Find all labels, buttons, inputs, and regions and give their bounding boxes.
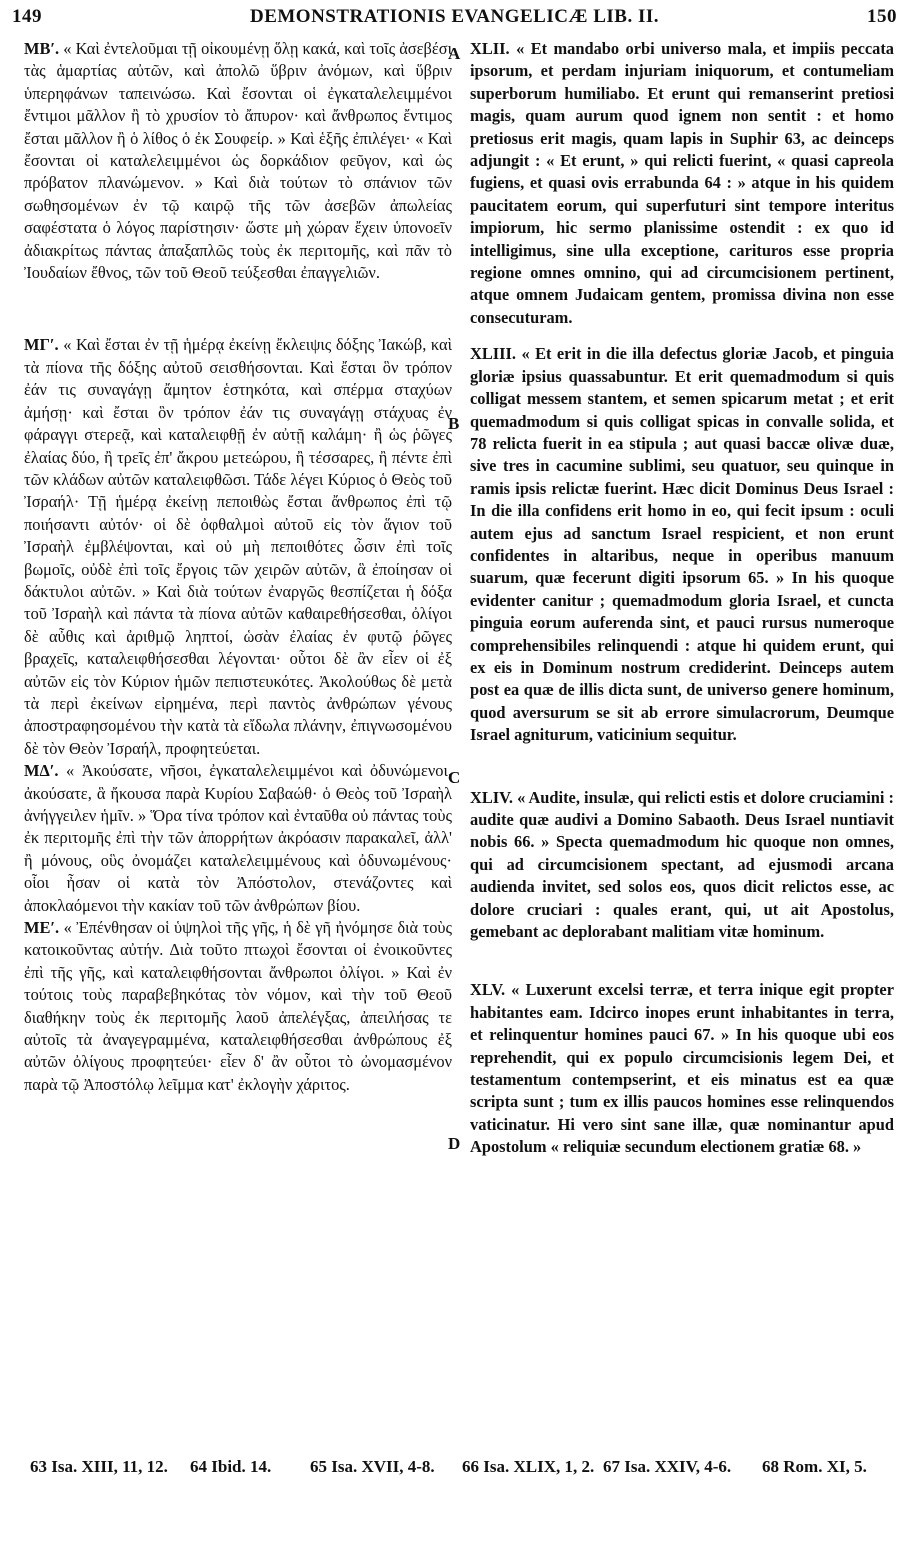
greek-section-44 [24, 760, 452, 917]
section-text: « Ἐπένθησαν οἱ ὑψηλοὶ τῆς γῆς, ἡ δὲ γῆ ἠνόμησε διὰ τοὺς κατοικοῦντας αὐτήν. Διὰ τοῦτο πτωχοὶ ἔσονται οἱ ἐνοικοῦντες ἐπὶ τῆς γῆς, καὶ καταλειφθήσονται ἄνθρωποι ὀλίγοι. » Καὶ ἐν τούτοις τοὺς παραβεβηκότας τὸν νόμον, καὶ τὴν τοῦ Θεοῦ διαθήκην τοὺς ἐκ περιτομῆς λαοῦ ἀπελέγξας, ἀπειλήσας τε αὐτοῖς τὰ ἀναγεγραμμένα, καταλειφθήσεσθαι ἀνθρώπους ἐξ αὐτῶν ὀλίγους προφητεύει· εἶεν δ' ἂν οὗτοι τὸ ὠνομασμένον παρὰ τῷ Ἀποστόλῳ λεῖμμα κατ' ἐκλογὴν χάριτος. [24, 918, 452, 1094]
section-number: XLV. [470, 980, 506, 1000]
section-number: XLII. [470, 39, 510, 58]
section-text: « Et mandabo orbi universo mala, et impiis peccata ipsorum, et perdam injuriam iniquorum, et contumeliam superborum humiliabo. Et erunt qui remanserint pretiosi magis, quam aurum quod ignem non sentit : et homo pretiosus erit magis, quam lapis in Suphir 63, ac deinceps adjungit : « Et erunt, » qui relicti fuerint, « quasi capreola fugiens, et quasi ovis errabunda 64 : » atque in his quidem paucitatem eorum, qui superfuturi sint tempore interitus impiorum, hic sermo planissime ostendit : ex quo id intelligimus, sine ulla exceptione, carituros esse propria regione omnes omnino, qui ad circumcisionem pertinent, atque omnem Judaicam gentem, promissa divina non esse consecuturam. [470, 39, 894, 327]
latin-section-44 [470, 787, 894, 944]
section-text: « Καὶ ἐντελοῦμαι τῇ οἰκουμένῃ ὅλῃ κακά, καὶ τοῖς ἀσεβέσι τὰς ἁμαρτίας αὐτῶν, καὶ ἀπολῶ ὕβριν ἀνόμων, καὶ ὕβριν ὑπερηφάνων ταπεινώσω. Καὶ ἔσονται οἱ ἐγκαταλελειμμένοι ἔντιμοι μᾶλλον ἢ τὸ χρυσίον τὸ ἄπυρον· καὶ ἄνθρωπος ἔντιμος ἔσται μᾶλλον ἢ ὁ λίθος ὁ ἐκ Σουφείρ. » Καὶ ἑξῆς ἐπιλέγει· « Καὶ ἔσονται οἱ καταλελειμμένοι ὡς δορκάδιον φεῦγον, καὶ ὡς πρόβατον πλανώμενον. » Καὶ διὰ τούτων τὸ σπάνιον τῶν σωθησομένων ἐν τῷ καιρῷ τῆς τῶν ἀσεβῶν ἀπωλείας σαφέστατα ὁ λόγος παρίστησιν· ὥστε μὴ χώραν ἔχειν ὑπονοεῖν ἀδιακρίτως πάντας ἀπαξαπλῶς τοὺς ἐκ περιτομῆς, καὶ πᾶν τὸ Ἰουδαίων ἔθνος, τῶν τοῦ Θεοῦ τεύξεσθαι ἐπαγγελιῶν. [24, 39, 452, 283]
latin-section-45 [470, 979, 894, 1158]
section-number: ΜΕʹ. [24, 918, 60, 938]
section-number: ΜΒʹ. [24, 39, 60, 58]
section-number: XLIII. [470, 344, 517, 364]
latin-section-43 [470, 343, 894, 746]
greek-section-45 [24, 917, 452, 1096]
section-number: XLIV. [470, 787, 513, 807]
section-text: « Luxerunt excelsi terræ, et terra inique egit propter habitantes eam. Idcirco inopes erunt inhabitantes in terra, et relinquentur homines pauci 67. » In his quoque ubi eos reprehendit, qui ex populo circumcisionis legem Dei, et testamentum contempserint, et eis minatus est ea quæ scripta sunt ; tum ex illis paucos homines esse relinquendos vaticinatur. Hi vero sint sane illæ, quæ nominantur apud Apostolum « reliquiæ secundum electionem gratiæ 68. » [470, 980, 894, 1157]
footnote-68: 68 Rom. XI, 5. [762, 1457, 867, 1476]
margin-marker-c: C [448, 768, 461, 787]
margin-marker-b: B [448, 414, 460, 433]
footnote-65: 65 Isa. XVII, 4-8. [310, 1457, 435, 1476]
page-header [0, 0, 909, 40]
section-text: « Audite, insulæ, qui relicti estis et dolore cruciamini : audite quæ audivi a Domino Sabaoth. Deus Israel nuntiavit nobis 66. » Specta quemadmodum hic quoque non omnes, qui ad circumcisionem spectant, ad ejusmodi arcana audienda invitet, sed solos eos, quos dicit relictos esse, ac dolore cruciari : quales erant, qui, ut ait Apostolus, gemebant ac deplorabant malitiam vitæ hominum. [470, 787, 894, 942]
page-number-left: 149 [12, 6, 42, 27]
greek-section-42 [24, 38, 452, 284]
running-title: DEMONSTRATIONIS EVANGELICÆ LIB. II. [249, 6, 660, 27]
footnote-66: 66 Isa. XLIX, 1, 2. [462, 1457, 595, 1476]
greek-column [24, 38, 452, 1096]
latin-section-42 [470, 38, 894, 329]
footnote-63: 63 Isa. XIII, 11, 12. [30, 1457, 168, 1476]
section-number: ΜΔʹ. [24, 761, 59, 781]
section-text: « Καὶ ἔσται ἐν τῇ ἡμέρᾳ ἐκείνῃ ἔκλειψις δόξης Ἰακώβ, καὶ τὰ πίονα τῆς δόξης αὐτοῦ σεισθήσονται. Καὶ ἔσται ὃν τρόπον ἐάν τις συναγάγῃ ἄμητον ἑστηκότα, καὶ σπέρμα σταχύων ἀμήσῃ· καὶ ἔσται ὃν τρόπον ἐάν τις συναγάγῃ στάχυας ἐν φάραγγι στερεᾷ, καὶ καταλειφθῇ ἐν αὐτῇ καλάμη· ἢ ὡς ῥῶγες ἐλαίας δύο, ἢ τρεῖς ἐπ' ἄκρου μετεώρου, ἢ τέσσαρες, ἢ πέντε ἐπὶ τῶν κλάδων αὐτῶν καταλειφθῶσι. Τάδε λέγει Κύριος ὁ Θεὸς τοῦ Ἰσραήλ· Τῇ ἡμέρᾳ ἐκείνῃ πεποιθὼς ἔσται ἄνθρωπος ἐπὶ τῷ ποιήσαντι αὐτόν· οἱ δὲ ὀφθαλμοὶ αὐτοῦ εἰς τὸν ἅγιον τοῦ Ἰσραὴλ ἐμβλέψονται, καὶ οὐ μὴ πεποιθότες ὦσιν ἐπὶ τοῖς βωμοῖς, οὐδὲ ἐπὶ τοῖς ἔργοις τῶν χειρῶν αὐτῶν, ἃ ἐποίησαν οἱ δάκτυλοι αὐτῶν. » Καὶ διὰ τούτων ἐναργῶς θεσπίζεται ἡ δόξα τοῦ Ἰσραὴλ καὶ πάντα τὰ πίονα αὐτῶν καθαιρεθήσεσθαι, ὀλίγοι δὲ αὖθις καὶ ἀριθμῷ ληπτοί, ὡσὰν ἐλαίας ἐν φυτῷ ῥῶγες βραχεῖς, καταλειφθήσεσθαι λέγονται· οὗτοι δὲ ἂν εἶεν οἱ ἐξ αὐτῶν εἰς τὸν Κύριον ἡμῶν πεπιστευκότες. Ἀκολούθως δὲ μετὰ τὰ περὶ ἐκείνων εἰρημένα, περὶ παντὸς ἀνθρώπων γένους ἀποστραφησομένου τὴν κατὰ τὰ εἴδωλα πλάνην, ἐπιγνωσομένου δὲ τὸν Θεὸν Ἰσραήλ, προφητεύεται. [24, 335, 453, 758]
margin-marker-d: D [448, 1134, 461, 1153]
footnote-64: 64 Ibid. 14. [190, 1457, 272, 1476]
latin-column [470, 38, 894, 1159]
greek-section-43 [24, 334, 452, 760]
section-text: « Ἀκούσατε, νῆσοι, ἐγκαταλελειμμένοι καὶ ὀδυνώμενοι, ἀκούσατε, ἃ ἤκουσα παρὰ Κυρίου Σαβαώθ· ὁ Θεὸς τοῦ Ἰσραὴλ ἀνήγγειλεν ἡμῖν. » Ὅρα τίνα τρόπον καὶ ἐνταῦθα οὐ πάντας τοὺς ἐκ περιτομῆς ἐπὶ τὴν τῶν ἀπορρήτων ἀκρόασιν παρακαλεῖ, ἀλλ' ἢ μόνους, οὓς ὀνομάζει καταλελειμμένους καὶ ὀδυνωμένους· οἷοι ἦσαν οἱ κατὰ τὸν Ἀπόστολον, στενάζοντες καὶ ἀποκλαόμενοι τὴν κακίαν τοῦ τῶν ἀνθρώπων βίου. [24, 761, 452, 915]
page-number-right: 150 [867, 6, 897, 27]
footnote-67: 67 Isa. XXIV, 4-6. [603, 1457, 732, 1476]
section-text: « Et erit in die illa defectus gloriæ Jacob, et pinguia gloriæ ipsius quassabuntur. Et erit quemadmodum si quis colligat messem stantem, et semen spicarum metat ; et erit quemadmodum si quis colligat spicas in convalle solida, et 78 relicta fuerit in ea stipula ; aut quasi baccæ olivæ duæ, sive tres in cacumine sublimi, seu quatuor, seu quinque in ramis ipsis relictæ fuerint. Hæc dicit Dominus Deus Israel : In die illa confidens erit homo in eo, qui fecit ipsum : oculi autem ejus ad sanctum Israel respicient, et non erunt confidentes in altaribus, neque in operibus manuum suarum, quæ fecerunt digiti ipsorum 65. » In his quoque evidenter canitur ; quemadmodum gloria Israel, et cuncta pinguia eorum auferenda sint, et pauci rursus numeroque comprehensibiles relinquendi : atque hi quidem erunt, qui ex eis in Dominum nostrum crediderint. Deinceps autem post ea quæ de illis dicta sunt, de universo genere hominum, quod aversurum se sit ab errore simulacrorum, Deumque Israel agniturum, vaticinium sequitur. [470, 344, 894, 745]
margin-marker-a: A [448, 44, 461, 63]
section-number: ΜΓʹ. [24, 335, 59, 355]
